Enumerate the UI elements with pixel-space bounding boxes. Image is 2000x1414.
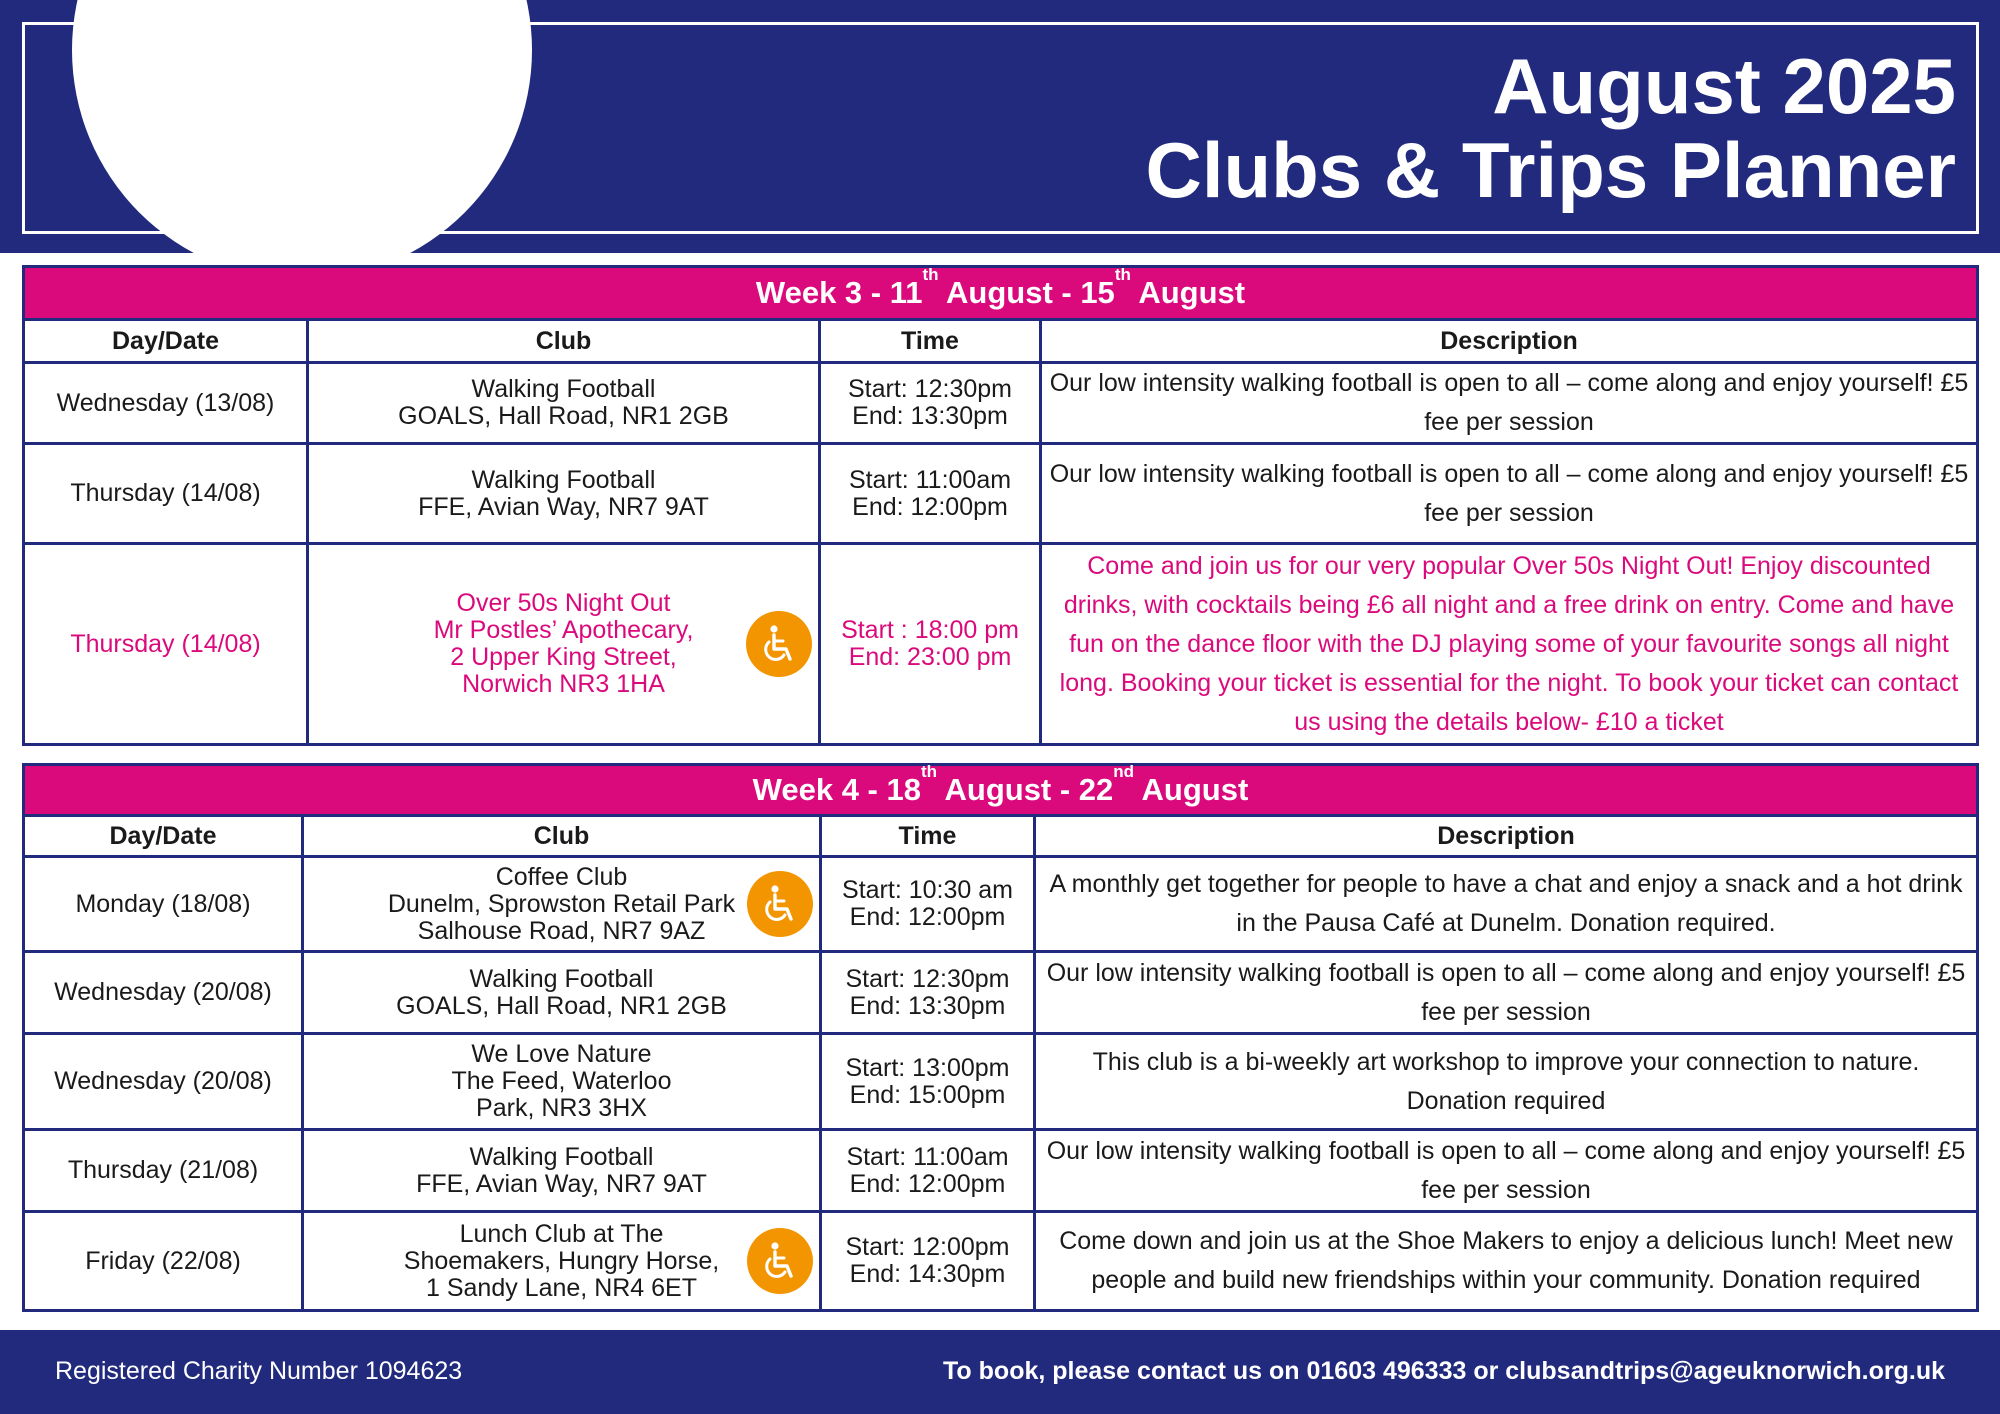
club-details bbox=[398, 376, 729, 430]
col-header-time: Time bbox=[822, 817, 1036, 855]
club-line: Coffee Club bbox=[495, 862, 628, 891]
time-line: End: 13:30pm bbox=[852, 402, 1008, 430]
club-line: Salhouse Road, NR7 9AZ bbox=[417, 916, 706, 945]
club-line: The Feed, Waterloo bbox=[451, 1067, 672, 1095]
club-details bbox=[396, 966, 727, 1020]
cell-day: Wednesday (20/08) bbox=[25, 1035, 304, 1128]
cell-description bbox=[1042, 545, 1976, 743]
description-text: This club is a bi-weekly art workshop to improve your connection to nature. Donation required bbox=[1092, 1047, 1920, 1115]
wheelchair-icon bbox=[747, 1228, 813, 1294]
cell-description bbox=[1042, 364, 1976, 442]
col-header-description: Description bbox=[1440, 326, 1578, 355]
banner-sup: th bbox=[920, 761, 938, 781]
time-line: Start: 11:00am bbox=[848, 465, 1012, 494]
cell-club bbox=[309, 445, 821, 542]
table-row bbox=[25, 364, 1976, 445]
charity-number: Registered Charity Number 1094623 bbox=[55, 1357, 463, 1385]
page-title bbox=[1145, 44, 1956, 212]
banner-text bbox=[755, 264, 1246, 311]
club-details bbox=[451, 1041, 671, 1122]
cell-description bbox=[1036, 953, 1976, 1032]
table-row bbox=[25, 953, 1976, 1035]
banner-sup: th bbox=[1114, 264, 1131, 284]
wheelchair-icon bbox=[746, 611, 812, 677]
time-line: Start: 13:00pm bbox=[845, 1053, 1010, 1082]
banner-text bbox=[752, 761, 1249, 808]
banner-sup: nd bbox=[1113, 761, 1135, 781]
time-line: End: 12:00pm bbox=[849, 903, 1006, 931]
description-text: Our low intensity walking football is open to all – come along and enjoy yourself! £5 fee per session bbox=[1046, 1136, 1966, 1204]
club-details bbox=[434, 590, 694, 698]
club-line: We Love Nature bbox=[471, 1040, 652, 1068]
club-details bbox=[388, 864, 735, 945]
col-header-club: Club bbox=[304, 817, 822, 855]
col-header-club: Club bbox=[309, 321, 821, 361]
time-line: End: 23:00 pm bbox=[848, 643, 1012, 671]
cell-day: Wednesday (20/08) bbox=[25, 953, 304, 1032]
page-header bbox=[0, 0, 2000, 253]
time-line: Start: 10:30 am bbox=[842, 876, 1013, 904]
cell-club bbox=[304, 1035, 822, 1128]
time-line: Start: 12:30pm bbox=[848, 375, 1012, 403]
cell-description bbox=[1036, 1035, 1976, 1128]
col-header-description: Description bbox=[1437, 821, 1575, 850]
banner-mid: August - 15 bbox=[938, 275, 1115, 310]
club-line: GOALS, Hall Road, NR1 2GB bbox=[396, 991, 727, 1020]
description-text: Our low intensity walking football is open to all – come along and enjoy yourself! £5 fee per session bbox=[1049, 369, 1969, 436]
time-details bbox=[846, 1144, 1008, 1198]
cell-club bbox=[309, 364, 821, 442]
title-line-2: Clubs & Trips Planner bbox=[1145, 126, 1956, 214]
table-row bbox=[25, 858, 1976, 953]
club-details bbox=[416, 1144, 707, 1198]
cell-time bbox=[821, 445, 1042, 542]
cell-club bbox=[304, 1131, 822, 1210]
banner-prefix: Week 4 - 18 bbox=[752, 772, 921, 807]
week-4-table bbox=[22, 763, 1979, 1312]
cell-time bbox=[821, 545, 1042, 743]
banner-mid: August - 22 bbox=[937, 772, 1114, 807]
club-line: Walking Football bbox=[471, 465, 656, 494]
club-line: Park, NR3 3HX bbox=[476, 1094, 647, 1122]
cell-description bbox=[1036, 1213, 1976, 1309]
club-line: Mr Postles’ Apothecary, bbox=[433, 616, 694, 644]
time-line: Start : 18:00 pm bbox=[841, 616, 1019, 644]
club-line: Walking Football bbox=[471, 375, 656, 403]
club-line: 1 Sandy Lane, NR4 6ET bbox=[426, 1273, 697, 1302]
table-header-row bbox=[25, 321, 1976, 364]
description-text: Come and join us for our very popular Over 50s Night Out! Enjoy discounted drinks, with cocktails being £6 all night and a free drink on entry. Come and have fun on the dance floor with the DJ playing some of your favourite songs all night long. Booking your ticket is essential for the night. To book your ticket can contact us using the details below- £10 a ticket bbox=[1059, 551, 1959, 736]
club-details bbox=[404, 1221, 719, 1302]
club-line: GOALS, Hall Road, NR1 2GB bbox=[398, 402, 729, 430]
cell-club bbox=[304, 858, 822, 950]
time-line: Start: 12:30pm bbox=[845, 964, 1010, 993]
page-footer bbox=[0, 1330, 2000, 1414]
time-line: End: 13:30pm bbox=[849, 991, 1006, 1020]
cell-day: Wednesday (13/08) bbox=[25, 364, 309, 442]
cell-description bbox=[1036, 1131, 1976, 1210]
time-details bbox=[849, 467, 1011, 521]
col-header-time: Time bbox=[821, 321, 1042, 361]
cell-time bbox=[822, 1035, 1036, 1128]
table-row bbox=[25, 1131, 1976, 1213]
club-line: Walking Football bbox=[469, 1142, 654, 1171]
time-details bbox=[848, 376, 1012, 430]
time-line: End: 14:30pm bbox=[849, 1260, 1006, 1288]
description-text: Our low intensity walking football is open to all – come along and enjoy yourself! £5 fee per session bbox=[1046, 958, 1966, 1026]
banner-suffix: August bbox=[1130, 275, 1246, 310]
time-details bbox=[841, 617, 1019, 671]
booking-contact: To book, please contact us on 01603 496333 or clubsandtrips@ageuknorwich.org.uk bbox=[943, 1357, 1945, 1385]
cell-time bbox=[822, 858, 1036, 950]
description-text: A monthly get together for people to have a chat and enjoy a snack and a hot drink in the Pausa Café at Dunelm. Donation required. bbox=[1049, 870, 1963, 937]
club-line: Lunch Club at The bbox=[459, 1219, 664, 1248]
description-text: Come down and join us at the Shoe Makers to enjoy a delicious lunch! Meet new people and build new friendships within your community. Donation required bbox=[1059, 1227, 1953, 1294]
club-line: 2 Upper King Street, bbox=[450, 643, 677, 671]
banner-sup: th bbox=[922, 264, 939, 284]
club-line: Dunelm, Sprowston Retail Park bbox=[387, 889, 736, 918]
club-line: Shoemakers, Hungry Horse, bbox=[403, 1246, 720, 1275]
cell-description bbox=[1036, 858, 1976, 950]
cell-time bbox=[822, 953, 1036, 1032]
description-text: Our low intensity walking football is open to all – come along and enjoy yourself! £5 fee per session bbox=[1049, 459, 1969, 527]
club-line: Norwich NR3 1HA bbox=[462, 670, 665, 698]
col-header-day: Day/Date bbox=[25, 321, 309, 361]
cell-club bbox=[304, 1213, 822, 1309]
table-header-row bbox=[25, 817, 1976, 858]
club-details bbox=[418, 467, 709, 521]
week-4-banner bbox=[25, 761, 1976, 817]
week-3-banner bbox=[25, 264, 1976, 321]
banner-suffix: August bbox=[1134, 772, 1249, 807]
time-line: End: 12:00pm bbox=[852, 492, 1008, 521]
cell-time bbox=[821, 364, 1042, 442]
club-line: Over 50s Night Out bbox=[456, 589, 671, 617]
time-details bbox=[846, 1234, 1010, 1288]
cell-day: Friday (22/08) bbox=[25, 1213, 304, 1309]
cell-club bbox=[309, 545, 821, 743]
time-line: Start: 12:00pm bbox=[845, 1233, 1010, 1261]
time-details bbox=[842, 877, 1013, 931]
cell-day: Thursday (21/08) bbox=[25, 1131, 304, 1210]
time-line: Start: 11:00am bbox=[846, 1142, 1009, 1171]
cell-day: Thursday (14/08) bbox=[25, 445, 309, 542]
table-row bbox=[25, 445, 1976, 545]
time-details bbox=[846, 1055, 1010, 1109]
time-line: End: 15:00pm bbox=[849, 1080, 1006, 1109]
title-line-1: August 2025 bbox=[1492, 42, 1956, 130]
cell-day: Thursday (14/08) bbox=[25, 545, 309, 743]
banner-prefix: Week 3 - 11 bbox=[755, 275, 923, 310]
table-row bbox=[25, 1213, 1976, 1309]
cell-time bbox=[822, 1213, 1036, 1309]
cell-time bbox=[822, 1131, 1036, 1210]
wheelchair-icon bbox=[747, 871, 813, 937]
table-row bbox=[25, 1035, 1976, 1131]
club-line: FFE, Avian Way, NR7 9AT bbox=[416, 1169, 707, 1198]
cell-club bbox=[304, 953, 822, 1032]
week-3-table bbox=[22, 265, 1979, 746]
logo-badge bbox=[72, 0, 532, 280]
club-line: FFE, Avian Way, NR7 9AT bbox=[418, 492, 709, 521]
cell-day: Monday (18/08) bbox=[25, 858, 304, 950]
time-line: End: 12:00pm bbox=[849, 1169, 1006, 1198]
col-header-day: Day/Date bbox=[25, 817, 304, 855]
time-details bbox=[846, 966, 1010, 1020]
table-row bbox=[25, 545, 1976, 743]
club-line: Walking Football bbox=[469, 964, 654, 993]
cell-description bbox=[1042, 445, 1976, 542]
